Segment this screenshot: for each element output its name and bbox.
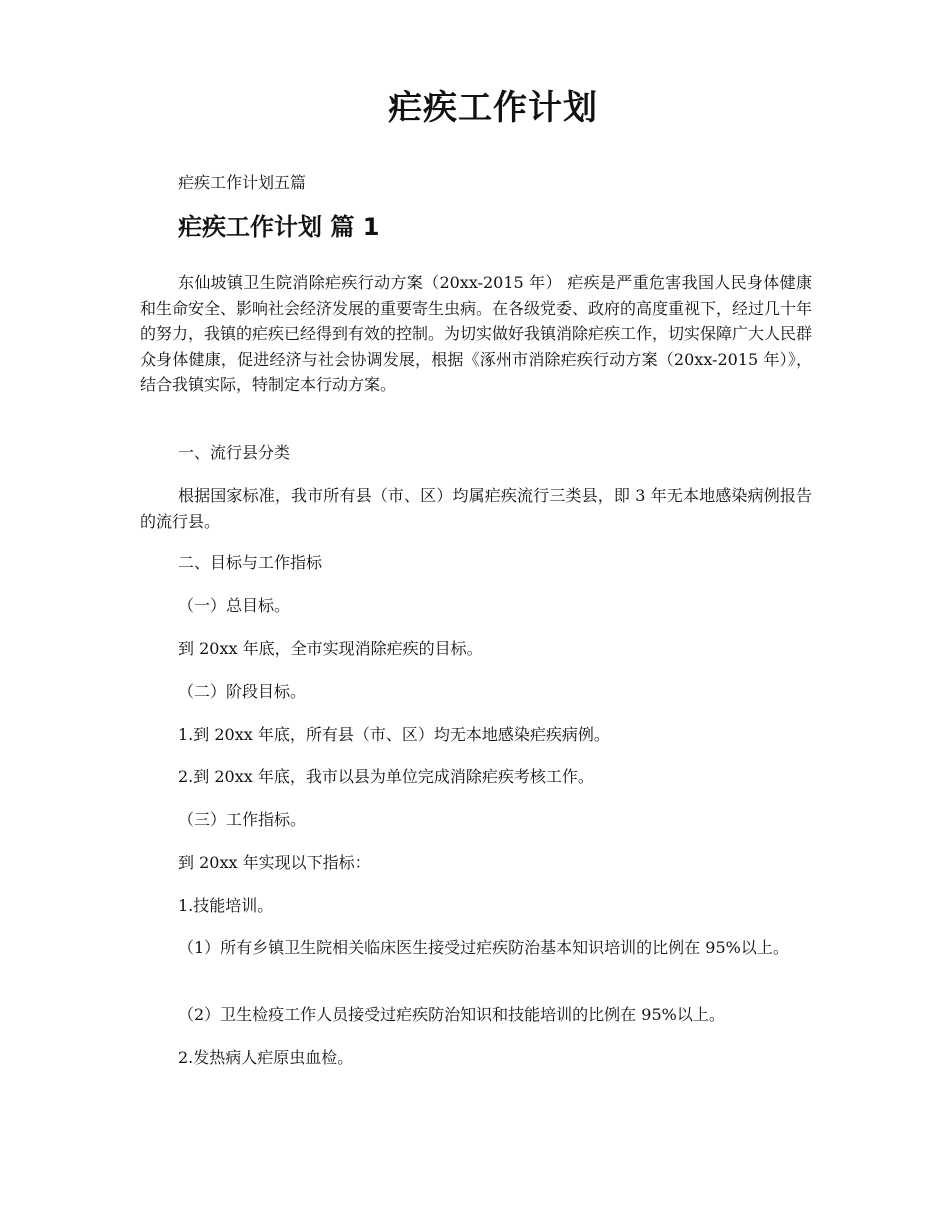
paragraph-skills-training: 1.技能培训。 (178, 896, 274, 915)
paragraph-overall-goal-text: 到 20xx 年底，全市实现消除疟疾的目标。 (178, 639, 483, 658)
paragraph-stage-goal: （二）阶段目标。 (178, 682, 307, 701)
intro-line: 疟疾工作计划五篇 (178, 173, 307, 192)
paragraph-heading-1: 一、流行县分类 (178, 443, 291, 462)
paragraph-heading-2: 二、目标与工作指标 (178, 553, 323, 572)
paragraph-work-indicators: （三）工作指标。 (178, 810, 307, 829)
paragraph-classification: 根据国家标准，我市所有县（市、区）均属疟疾流行三类县，即 3 年无本地感染病例报告的流行县。 (140, 486, 812, 531)
paragraph-training-item-1: （1）所有乡镇卫生院相关临床医生接受过疟疾防治基本知识培训的比例在 95%以上。 (178, 938, 789, 957)
paragraph-stage-goal-2: 2.到 20xx 年底，我市以县为单位完成消除疟疾考核工作。 (178, 767, 594, 786)
paragraph-blood-test: 2.发热病人疟原虫血检。 (178, 1048, 354, 1067)
paragraph-stage-goal-1: 1.到 20xx 年底，所有县（市、区）均无本地感染疟疾病例。 (178, 725, 610, 744)
paragraph-training-item-2: （2）卫生检疫工作人员接受过疟疾防治知识和技能培训的比例在 95%以上。 (178, 1005, 725, 1024)
paragraph-overall-goal: （一）总目标。 (178, 596, 291, 615)
document-title: 疟疾工作计划 (388, 88, 598, 128)
section-heading: 疟疾工作计划 篇 1 (178, 213, 380, 241)
paragraph-indicators-lead: 到 20xx 年实现以下指标： (178, 853, 371, 872)
paragraph-intro: 东仙坡镇卫生院消除疟疾行动方案（20xx-2015 年） 疟疾是严重危害我国人民身体健康和生命安全、影响社会经济发展的重要寄生虫病。在各级党委、政府的高度重视下，经过几十年的努力，我镇的疟疾已经得到有效的控制。为切实做好我镇消除疟疾工作，切实保障广大人民群众身体健康，促进经济与社会协调发展，根据《涿州市消除疟疾行动方案（20xx-2015 年）》，结合我镇实际，特制定本行动方案。 (140, 273, 813, 395)
